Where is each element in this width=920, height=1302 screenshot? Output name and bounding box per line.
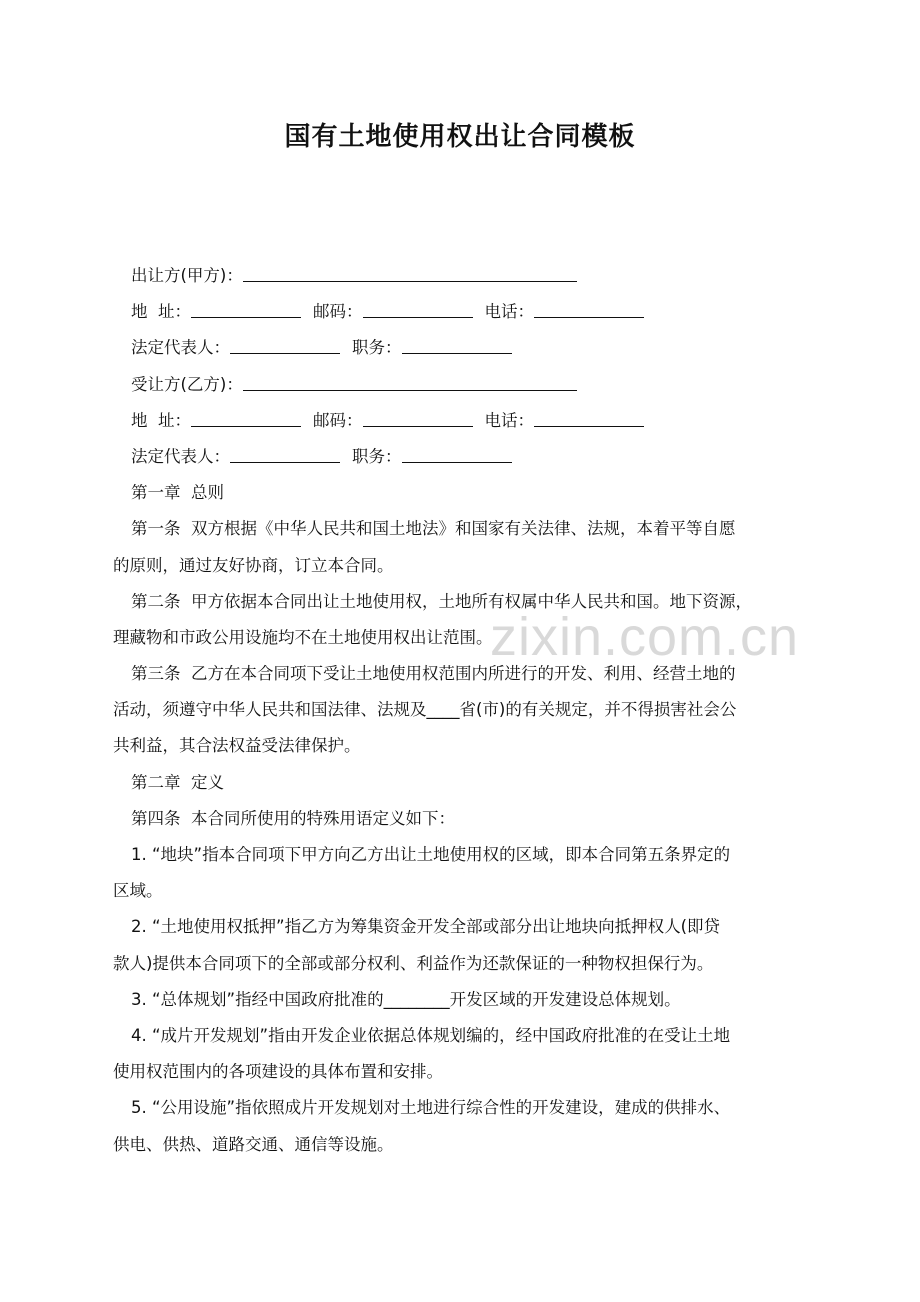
article-1-line-1: 第一条 双方根据《中华人民共和国土地法》和国家有关法律、法规，本着平等自愿 xyxy=(131,519,736,539)
article-1-line-2: 的原则，通过友好协商，订立本合同。 xyxy=(113,555,394,575)
definition-2-line-1: 2. “土地使用权抵押”指乙方为筹集资金开发全部或部分出让地块向抵押权人(即贷 xyxy=(131,917,721,937)
transferor-blank[interactable] xyxy=(243,265,577,282)
definition-5-line-2: 供电、供热、道路交通、通信等设施。 xyxy=(113,1134,394,1154)
postcode-label: 邮码： xyxy=(313,410,363,430)
phone-label: 电话： xyxy=(484,410,534,430)
definition-1-line-2: 区域。 xyxy=(113,881,163,901)
transferor-line xyxy=(113,258,813,294)
article-3-line-2: 活动，须遵守中华人民共和国法律、法规及____省(市)的有关规定，并不得损害社会公 xyxy=(113,700,737,720)
article-2-line-1: 第二条 甲方依据本合同出让土地使用权，土地所有权属中华人民共和国。地下资源， xyxy=(131,591,752,611)
position-blank[interactable] xyxy=(402,337,512,354)
contract-body xyxy=(113,258,813,1163)
legal-rep-label: 法定代表人： xyxy=(131,446,230,466)
transferor-label: 出让方(甲方)： xyxy=(131,266,243,285)
article-4: 第四条 本合同所使用的特殊用语定义如下： xyxy=(131,808,455,828)
definition-2-line-2: 款人)提供本合同项下的全部或部分权利、利益作为还款保证的一种物权担保行为。 xyxy=(113,953,714,973)
document-title: 国有土地使用权出让合同模板 xyxy=(284,122,636,152)
watermark: zixin.com.cn xyxy=(490,607,800,667)
transferee-line xyxy=(113,367,813,403)
phone-label: 电话： xyxy=(484,302,534,322)
chapter-heading: 第一章 总则 xyxy=(131,483,224,503)
legal-rep-blank[interactable] xyxy=(230,337,340,354)
phone-blank[interactable] xyxy=(534,410,644,427)
article-3-line-3: 共利益，其合法权益受法律保护。 xyxy=(113,736,361,756)
position-label: 职务： xyxy=(352,446,402,466)
transferor-contact-line xyxy=(113,294,813,330)
postcode-blank[interactable] xyxy=(363,301,473,318)
definition-4-line-1: 4. “成片开发规划”指由开发企业依据总体规划编的，经中国政府批准的在受让土地 xyxy=(131,1025,731,1045)
definition-3: 3. “总体规划”指经中国政府批准的________开发区域的开发建设总体规划。 xyxy=(131,989,681,1009)
transferee-label: 受让方(乙方)： xyxy=(131,374,243,394)
definition-4-line-2: 使用权范围内的各项建设的具体布置和安排。 xyxy=(113,1062,443,1082)
address-blank[interactable] xyxy=(191,410,301,427)
definition-1-line-1: 1. “地块”指本合同项下甲方向乙方出让土地使用权的区域，即本合同第五条界定的 xyxy=(131,845,731,864)
transferee-blank[interactable] xyxy=(243,374,577,391)
definition-5-line-1: 5. “公用设施”指依照成片开发规划对土地进行综合性的开发建设，建成的供排水、 xyxy=(131,1098,731,1118)
legal-rep-blank[interactable] xyxy=(230,446,340,463)
article-3-line-1: 第三条 乙方在本合同项下受让土地使用权范围内所进行的开发、利用、经营土地的 xyxy=(131,664,736,684)
article-2-line-2: 理藏物和市政公用设施均不在土地使用权出让范围。 xyxy=(113,627,493,647)
position-label: 职务： xyxy=(352,338,402,358)
legal-rep-label: 法定代表人： xyxy=(131,338,230,358)
transferor-rep-line xyxy=(113,330,813,366)
address-label: 地 址： xyxy=(131,302,191,322)
transferee-rep-line xyxy=(113,439,813,475)
position-blank[interactable] xyxy=(402,446,512,463)
postcode-label: 邮码： xyxy=(313,302,363,322)
transferee-contact-line xyxy=(113,403,813,439)
address-label: 地 址： xyxy=(131,410,191,430)
chapter-heading: 第二章 定义 xyxy=(131,772,224,792)
phone-blank[interactable] xyxy=(534,301,644,318)
address-blank[interactable] xyxy=(191,301,301,318)
postcode-blank[interactable] xyxy=(363,410,473,427)
